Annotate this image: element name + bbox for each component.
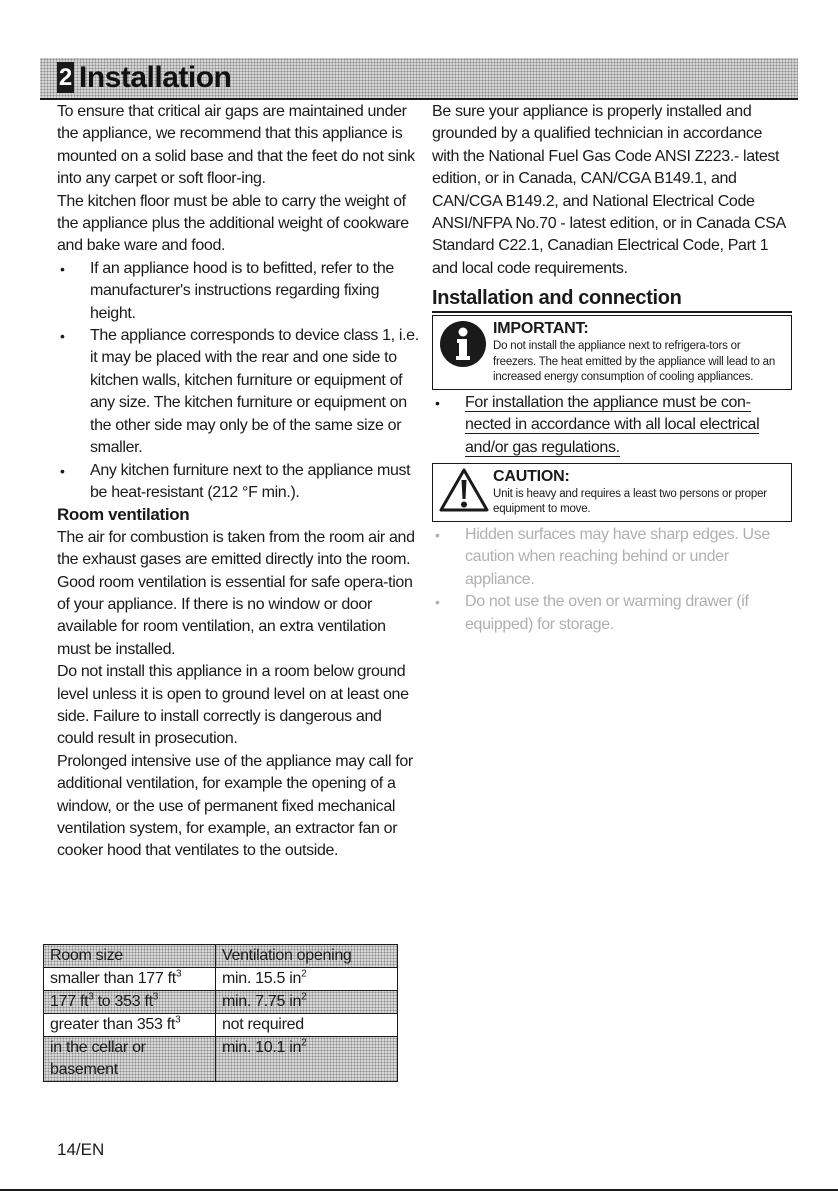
caution-text: Unit is heavy and requires a least two persons or proper equipment to move. [493, 487, 767, 516]
bullet-list [432, 392, 792, 459]
table-cell: min. 10.1 $in^2$ [216, 1037, 398, 1082]
table-cell: in the cellar or basement [44, 1037, 216, 1082]
list-item: • Any kitchen furniture next to the appliance must be heat-resistant (212 °F min.). [57, 460, 422, 505]
bullet-list [57, 258, 422, 504]
list-item: • Do not use the oven or warming drawer (if equipped) for storage. [432, 591, 792, 636]
chapter-number: 2 [58, 64, 73, 91]
info-icon [439, 320, 487, 374]
table-cell: min. 7.75 $in^2$ [216, 991, 398, 1014]
faded-section [432, 524, 792, 636]
paragraph: Prolonged intensive use of the appliance may call for additional ventilation, for example the opening of a window, or the use of permanent fixed mechanical ventilation system, for example, an extractor fan or cooker hood that ventilates to the outside. [57, 752, 413, 860]
table-row [44, 1037, 398, 1082]
list-item: • If an appliance hood is to befitted, refer to the manufacturer's instructions regarding fixing height. [57, 258, 422, 325]
table-cell: min. 15.5 $in^2$ [216, 968, 398, 991]
table-cell: smaller than 177 $ft^3$ [44, 968, 216, 991]
bullet-list [432, 524, 792, 636]
paragraph: The kitchen floor must be able to carry the weight of the appliance plus the additional weight of cookware and bake ware and food. [57, 192, 409, 255]
table-row [44, 1014, 398, 1037]
list-item: • The appliance corresponds to device class 1, i.e. it may be placed with the rear and one side to kitchen walls, kitchen furniture or equipment of any size. The kitchen furniture or equipment on the other side may only be of the same size or smaller. [57, 325, 422, 459]
right-column [432, 101, 792, 636]
table-row [44, 991, 398, 1014]
table-cell: not required [216, 1014, 398, 1037]
table-header-row [44, 945, 398, 968]
list-item: • Hidden surfaces may have sharp edges. Use caution when reaching behind or under appliance. [432, 524, 792, 591]
paragraph: The air for combustion is taken from the room air and the exhaust gases are emitted directly into the room. [57, 528, 415, 569]
chapter-title: Installation [79, 61, 232, 94]
important-title: IMPORTANT: [493, 320, 589, 338]
paragraph: Be sure your appliance is properly installed and grounded by a qualified technician in accordance with the National Fuel Gas Code ANSI Z223.- latest edition, or in Canada, CAN/CGA B149.1, and CAN/CGA B149.2, and National Electrical Code ANSI/NFPA No.70 - latest edition, or in Canada CSA Standard C22.1, Canadian Electrical Code, Part 1 and local code requirements. [432, 103, 786, 277]
column-header-room-size: Room size [44, 945, 216, 968]
paragraph: To ensure that critical air gaps are maintained under the appliance, we recommend that this appliance is mounted on a solid base and that the feet do not sink into any carpet or soft floor-ing. [57, 103, 415, 188]
table-row [44, 968, 398, 991]
header-rule [40, 98, 798, 100]
section-title: Installation and connection [432, 285, 792, 311]
paragraph: Good room ventilation is essential for safe opera-tion of your appliance. If there is no window or door available for room ventilation, an extra ventilation must be installed. [57, 573, 413, 658]
paragraph: Do not install this appliance in a room below ground level unless it is open to ground level on at least one side. Failure to install correctly is dangerous and could result in prosecution. [57, 663, 409, 748]
caution-title: CAUTION: [493, 467, 570, 485]
important-text: Do not install the appliance next to refrigera-tors or freezers. The heat emitted by the appliance will lead to an increased energy consumption of cooling appliances. [493, 340, 776, 384]
warning-icon [439, 468, 489, 518]
page-number: 14/EN [57, 1140, 105, 1159]
table-cell: 177 $ft^3$ to 353 $ft^3$ [44, 991, 216, 1014]
ventilation-table [43, 944, 398, 1082]
table-cell: greater than 353 $ft^3$ [44, 1014, 216, 1037]
important-notice [432, 315, 792, 390]
column-header-ventilation-opening: Ventilation opening [216, 945, 398, 968]
left-column [57, 101, 422, 863]
list-item: • For installation the appliance must be con-nected in accordance with all local electrical and/or gas regulations. [432, 392, 792, 459]
room-ventilation-heading: Room ventilation [57, 505, 190, 525]
caution-notice [432, 463, 792, 522]
